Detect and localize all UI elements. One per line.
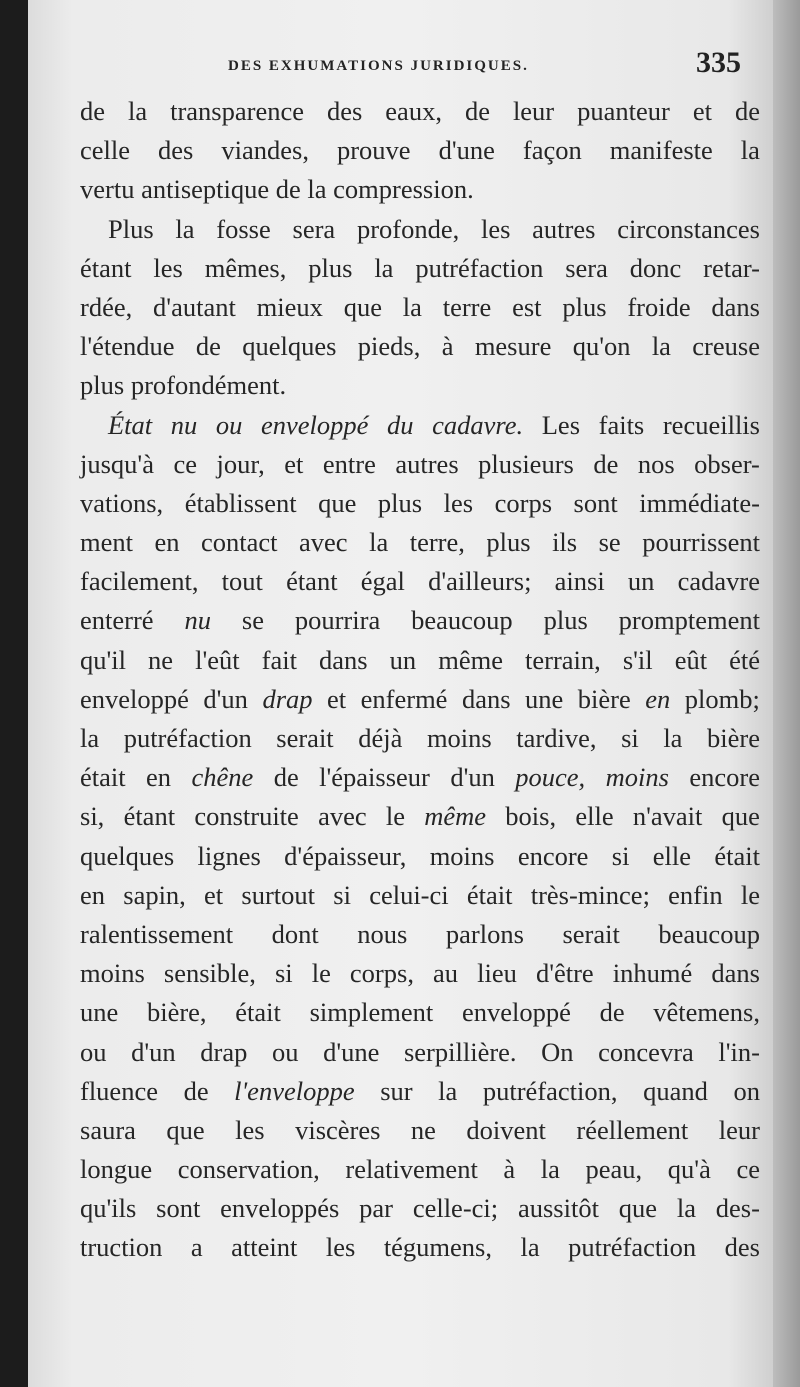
text-line: truction a atteint les tégumens, la putréfaction des bbox=[80, 1232, 760, 1263]
text-line: étant les mêmes, plus la putréfaction sera donc retar- bbox=[80, 252, 760, 283]
scan-edge bbox=[773, 0, 800, 1387]
text-line: ment en contact avec la terre, plus ils se pourrissent bbox=[80, 527, 760, 558]
body-text bbox=[80, 92, 760, 1268]
text-line: fluence de l'enveloppe sur la putréfaction, quand on bbox=[80, 1075, 760, 1106]
page-header bbox=[58, 46, 753, 86]
text-line: était en chêne de l'épaisseur d'un pouce, moins encore bbox=[80, 762, 760, 793]
text-line-section-heading: État nu ou enveloppé du cadavre. Les faits recueillis bbox=[108, 409, 760, 440]
text-line: longue conservation, relativement à la peau, qu'à ce bbox=[80, 1154, 760, 1185]
text-line: enterré nu se pourrira beaucoup plus promptement bbox=[80, 605, 760, 636]
text-line: rdée, d'autant mieux que la terre est plus froide dans bbox=[80, 291, 760, 322]
running-head: DES EXHUMATIONS JURIDIQUES. bbox=[228, 58, 529, 74]
text-line: si, étant construite avec le même bois, elle n'avait que bbox=[80, 801, 760, 832]
text-line: une bière, était simplement enveloppé de vêtemens, bbox=[80, 997, 760, 1028]
text-line: ralentissement dont nous parlons serait beaucoup bbox=[80, 918, 760, 949]
text-line: enveloppé d'un drap et enfermé dans une bière en plomb; bbox=[80, 683, 760, 714]
text-line: qu'il ne l'eût fait dans un même terrain, s'il eût été bbox=[80, 644, 760, 675]
text-line: de la transparence des eaux, de leur puanteur et de bbox=[80, 96, 760, 126]
page-number: 335 bbox=[696, 46, 741, 79]
text-line: celle des viandes, prouve d'une façon manifeste la bbox=[80, 135, 760, 166]
text-line: en sapin, et surtout si celui-ci était très-mince; enfin le bbox=[80, 879, 760, 910]
text-line: quelques lignes d'épaisseur, moins encore si elle était bbox=[80, 840, 760, 871]
text-line: facilement, tout étant égal d'ailleurs; ainsi un cadavre bbox=[80, 566, 760, 597]
text-line: Plus la fosse sera profonde, les autres circonstances bbox=[108, 213, 760, 244]
text-line: ou d'un drap ou d'une serpillière. On concevra l'in- bbox=[80, 1036, 760, 1067]
text-line: plus profondément. bbox=[80, 370, 287, 401]
text-line: vertu antiseptique de la compression. bbox=[80, 174, 474, 205]
text-line: saura que les viscères ne doivent réellement leur bbox=[80, 1114, 760, 1145]
book-page bbox=[28, 0, 773, 1387]
text-line: jusqu'à ce jour, et entre autres plusieurs de nos obser- bbox=[80, 448, 760, 479]
text-line: l'étendue de quelques pieds, à mesure qu'on la creuse bbox=[80, 331, 760, 362]
text-line: vations, établissent que plus les corps sont immédiate- bbox=[80, 487, 760, 518]
text-line: moins sensible, si le corps, au lieu d'être inhumé dans bbox=[80, 958, 760, 989]
text-line: la putréfaction serait déjà moins tardive, si la bière bbox=[80, 723, 760, 753]
text-line: qu'ils sont enveloppés par celle-ci; aussitôt que la des- bbox=[80, 1193, 760, 1224]
